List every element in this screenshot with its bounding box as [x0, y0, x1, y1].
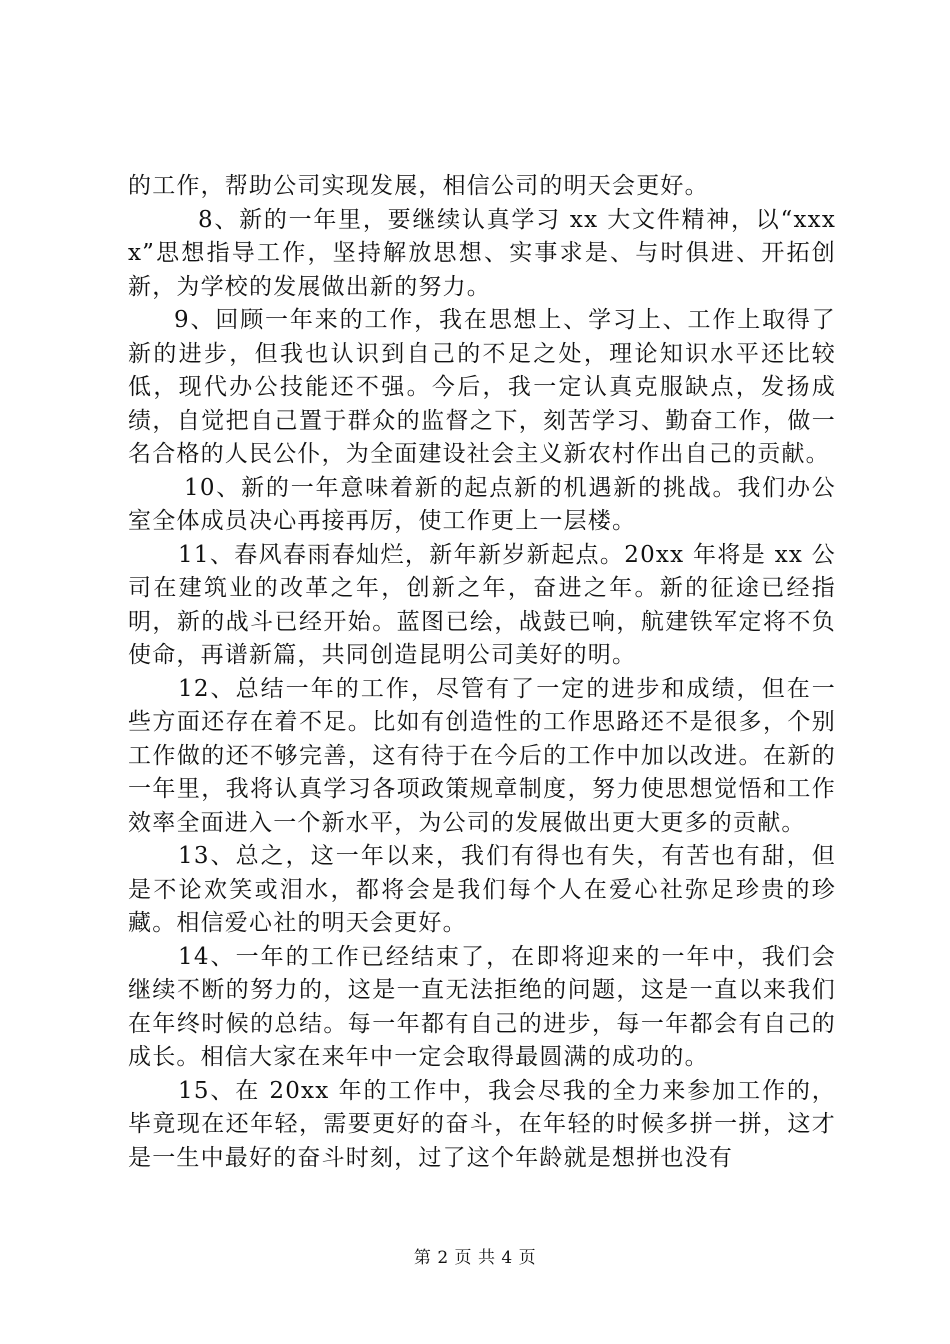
page-number-footer: 第 2 页 共 4 页: [413, 1248, 537, 1268]
paragraph-item-10: 10、新的一年意味着新的起点新的机遇新的挑战。我们办公室全体成员决心再接再厉，使工作更上一层楼。: [128, 474, 836, 534]
paragraph-item-11: 11、春风春雨春灿烂，新年新岁新起点。20xx 年将是 xx 公司在建筑业的改革之年，创新之年，奋进之年。新的征途已经指明，新的战斗已经开始。蓝图已绘，战鼓已响，航建铁军定将不负使命，再谱新篇，共同创造昆明公司美好的明。: [128, 541, 836, 668]
paragraph-item-12: 12、总结一年的工作，尽管有了一定的进步和成绩，但在一些方面还存在着不足。比如有创造性的工作思路还不是很多，个别工作做的还不够完善，这有待于在今后的工作中加以改进。在新的一年里，我将认真学习各项政策规章制度，努力使思想觉悟和工作效率全面进入一个新水平，为公司的发展做出更大更多的贡献。: [128, 675, 836, 836]
paragraph-item-8: 8、新的一年里，要继续认真学习 xx 大文件精神，以“xxxx”思想指导工作，坚持解放思想、实事求是、与时俱进、开拓创新，为学校的发展做出新的努力。: [128, 206, 836, 300]
paragraph-item-15: 15、在 20xx 年的工作中，我会尽我的全力来参加工作的，毕竟现在还年轻，需要更好的奋斗，在年轻的时候多拼一拼，这才是一生中最好的奋斗时刻，过了这个年龄就是想拼也没有: [128, 1077, 836, 1171]
paragraph-item-13: 13、总之，这一年以来，我们有得也有失，有苦也有甜，但是不论欢笑或泪水，都将会是我们每个人在爱心社弥足珍贵的珍藏。相信爱心社的明天会更好。: [128, 843, 836, 936]
document-body: [128, 170, 836, 1175]
paragraph-continuation: 的工作，帮助公司实现发展，相信公司的明天会更好。: [128, 173, 709, 199]
paragraph-item-14: 14、一年的工作已经结束了，在即将迎来的一年中，我们会继续不断的努力的，这是一直无法拒绝的问题，这是一直以来我们在年终时候的总结。每一年都有自己的进步，每一年都会有自己的成长。相信大家在来年中一定会取得最圆满的成功的。: [128, 943, 836, 1070]
paragraph-item-9: 9、回顾一年来的工作，我在思想上、学习上、工作上取得了新的进步，但我也认识到自己的不足之处，理论知识水平还比较低，现代办公技能还不强。今后，我一定认真克服缺点，发扬成绩，自觉把自己置于群众的监督之下，刻苦学习、勤奋工作，做一名合格的人民公仆，为全面建设社会主义新农村作出自己的贡献。: [128, 307, 836, 467]
